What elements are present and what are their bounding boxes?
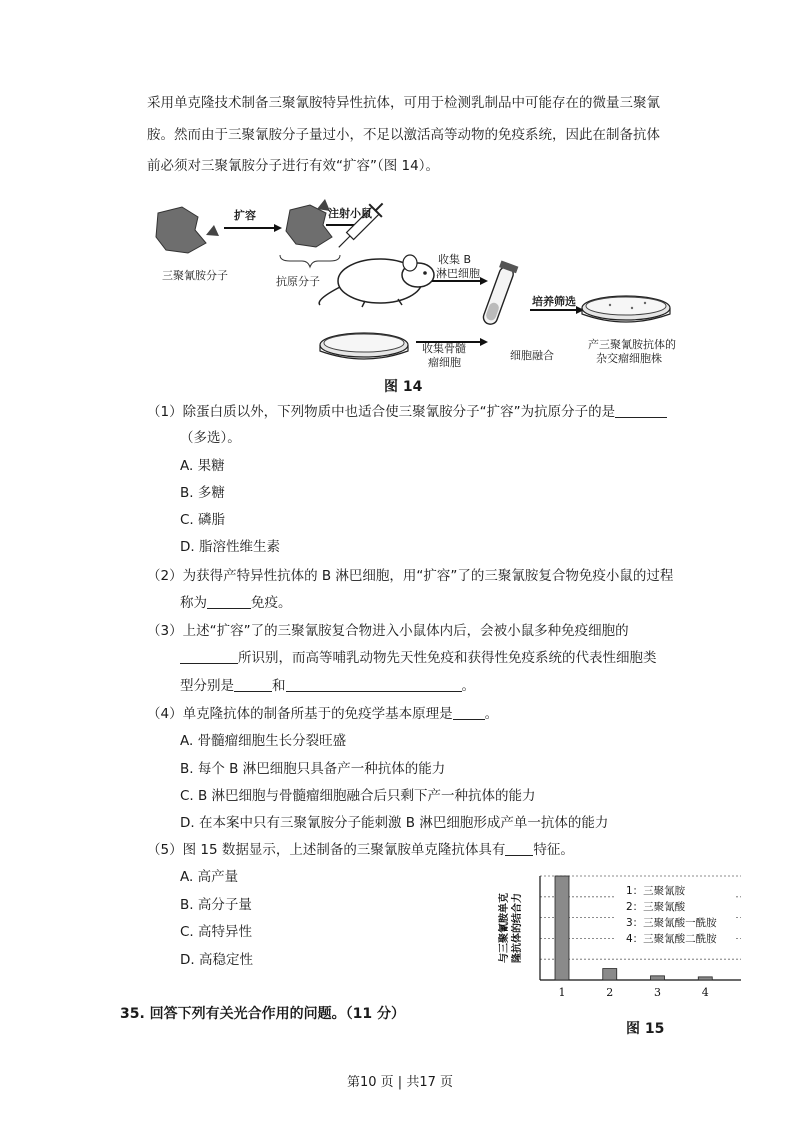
label-collect-myeloma-2: 瘤细胞 xyxy=(428,356,461,369)
label-collect-myeloma-1: 收集骨髓 xyxy=(422,342,466,355)
q5-option-d: D. 高稳定性 xyxy=(180,952,253,968)
petri-dish-hybridoma-icon xyxy=(582,296,670,322)
q4-option-d: D. 在本案中只有三聚氰胺分子能刺激 B 淋巴细胞形成产单一抗体的能力 xyxy=(180,815,609,831)
petri-dish-myeloma-icon xyxy=(320,333,408,359)
q1-stem: （1）除蛋白质以外，下列物质中也适合使三聚氰胺分子“扩容”为抗原分子的是 xyxy=(147,402,667,422)
q1-option-a: A. 果糖 xyxy=(180,458,225,474)
intro-line-3: 前必须对三聚氰胺分子进行有效“扩容”（图 14）。 xyxy=(147,158,439,174)
q3-blank-1[interactable] xyxy=(180,649,238,664)
figure-15-chart xyxy=(496,868,746,1003)
q1-blank[interactable] xyxy=(615,403,667,418)
figure-15-svg xyxy=(496,868,746,1003)
q3-blank-3[interactable] xyxy=(286,677,462,692)
q3-blank-2[interactable] xyxy=(234,677,272,692)
label-antigen: 抗原分子 xyxy=(276,275,320,288)
page-footer: 第10 页 | 共17 页 xyxy=(347,1075,453,1090)
intro-line-1: 采用单克隆技术制备三聚氰胺特异性抗体，可用于检测乳制品中可能存在的微量三聚氰 xyxy=(147,95,660,111)
label-melamine: 三聚氰胺分子 xyxy=(162,269,228,282)
label-expand: 扩容 xyxy=(234,209,256,222)
q5-option-c: C. 高特异性 xyxy=(180,924,253,940)
q35-title: 35. 回答下列有关光合作用的问题。（11 分） xyxy=(120,1006,406,1022)
q5-blank[interactable] xyxy=(505,841,533,856)
q4-option-a: A. 骨髓瘤细胞生长分裂旺盛 xyxy=(180,733,347,749)
q5-option-b: B. 高分子量 xyxy=(180,897,252,913)
label-product-1: 产三聚氰胺抗体的 xyxy=(588,338,676,351)
chart-ylabel-line-2: 隆抗体的结合力 xyxy=(512,893,523,963)
intro-line-2: 胺。然而由于三聚氰胺分子量过小，不足以激活高等动物的免疫系统，因此在制备抗体 xyxy=(147,127,660,143)
q4-blank[interactable] xyxy=(453,705,485,720)
label-fusion: 细胞融合 xyxy=(510,349,554,362)
chart-tick-label-4: 4 xyxy=(701,986,709,999)
q4-option-c: C. B 淋巴细胞与骨髓瘤细胞融合后只剩下产一种抗体的能力 xyxy=(180,788,536,804)
chart-legend-item: 3：三聚氰酸一酰胺 xyxy=(626,917,717,929)
label-screen: 培养筛选 xyxy=(532,295,576,308)
chart-bar-4 xyxy=(698,977,712,980)
figure-14-diagram xyxy=(140,195,700,395)
small-triangle-icon xyxy=(206,225,219,236)
q3-stem-b: 所识别，而高等哺乳动物先天性免疫和获得性免疫系统的代表性细胞类 xyxy=(180,648,657,668)
chart-tick-label-1: 1 xyxy=(558,986,566,999)
chart-tick-label-3: 3 xyxy=(654,986,661,999)
chart-bar-2 xyxy=(603,969,617,980)
q1-option-d: D. 脂溶性维生素 xyxy=(180,539,280,555)
label-collect-b-2: 淋巴细胞 xyxy=(436,267,480,280)
chart-tick-label-2: 2 xyxy=(606,986,614,999)
test-tube-icon xyxy=(480,261,519,327)
chart-bar-1 xyxy=(555,876,569,980)
figure-14 xyxy=(140,195,700,395)
q1-option-b: B. 多糖 xyxy=(180,485,225,501)
q5-option-a: A. 高产量 xyxy=(180,869,239,885)
chart-ylabel-line-1: 与三聚氰胺单克 xyxy=(499,893,510,963)
q4-option-b: B. 每个 B 淋巴细胞只具备产一种抗体的能力 xyxy=(180,761,446,777)
figure-14-caption: 图 14 xyxy=(384,379,423,395)
label-collect-b-1: 收集 B xyxy=(438,253,472,266)
q3-stem-a: （3）上述“扩容”了的三聚氰胺复合物进入小鼠体内后，会被小鼠多种免疫细胞的 xyxy=(147,623,629,639)
melamine-molecule-icon xyxy=(156,207,206,253)
label-inject: 注射小鼠 xyxy=(328,207,372,220)
chart-legend-item: 2：三聚氰酸 xyxy=(626,901,686,913)
chart-legend-item: 4：三聚氰酸二酰胺 xyxy=(626,933,717,945)
mouse-icon xyxy=(319,255,434,307)
q4-stem: （4）单克隆抗体的制备所基于的免疫学基本原理是 。 xyxy=(147,706,499,722)
q3-stem-c: 型分别是 和 。 xyxy=(180,678,475,694)
q1-option-c: C. 磷脂 xyxy=(180,512,226,528)
q2-blank[interactable] xyxy=(207,594,251,609)
antigen-molecule-icon xyxy=(286,205,332,247)
chart-legend-item: 1：三聚氰胺 xyxy=(626,885,686,897)
label-product-2: 杂交瘤细胞株 xyxy=(596,352,662,365)
q2-stem-a: （2）为获得产特异性抗体的 B 淋巴细胞，用“扩容”了的三聚氰胺复合物免疫小鼠的过程 xyxy=(147,568,674,584)
q1-stem-cont: （多选）。 xyxy=(180,430,241,446)
chart-bar-3 xyxy=(651,976,665,980)
q5-stem: （5）图 15 数据显示，上述制备的三聚氰胺单克隆抗体具有 特征。 xyxy=(147,842,574,858)
figure-15-caption: 图 15 xyxy=(626,1021,665,1037)
q2-stem-b: 称为 免疫。 xyxy=(180,595,292,611)
